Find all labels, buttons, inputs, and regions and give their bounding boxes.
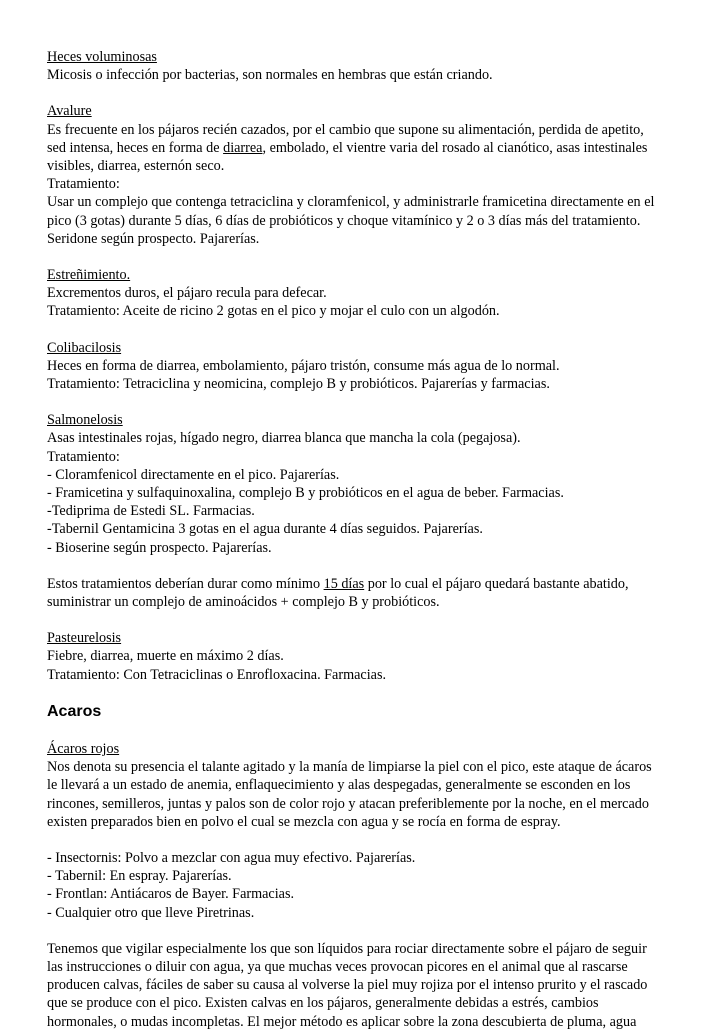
text-line: que se produce con el pico. Existen calvas en los pájaros, generalmente debidas a estrés, cambios xyxy=(47,995,599,1012)
text-line: Seridone según prospecto. Pajarerías. xyxy=(47,230,260,247)
text-line: Tratamiento: xyxy=(47,448,120,465)
document-body-acaros xyxy=(47,740,688,1031)
paragraph-2 xyxy=(47,849,688,922)
text-line: pico (3 gotas) durante 5 días, 6 días de probióticos y choque vitamínico y 2 o 3 días más del tratamiento. xyxy=(47,212,641,229)
section-title: Ácaros rojos xyxy=(47,740,120,757)
text-line: Micosis o infección por bacterias, son normales en hembras que están criando. xyxy=(47,67,493,84)
section-title: Colibacilosis xyxy=(47,339,122,356)
text-line: sed intensa, heces en forma de diarrea, embolado, el vientre varia del rosado al cianótico, asas intestinales xyxy=(47,139,648,156)
text-line: las instrucciones o diluir con agua, ya que muchas veces provocan picores en el animal que al rascarse xyxy=(47,958,628,975)
text-line: Heces en forma de diarrea, embolamiento, pájaro tristón, consume más agua de lo normal. xyxy=(47,357,560,374)
text-line: Tratamiento: Tetraciclina y neomicina, complejo B y probióticos. Pajarerías y farmacias. xyxy=(47,376,550,393)
section-estrenimiento xyxy=(47,266,688,321)
section-title: Estreñimiento. xyxy=(47,267,131,284)
section-pasteurelosis xyxy=(47,629,688,684)
section-heces-voluminosas xyxy=(47,48,688,84)
document-body xyxy=(47,48,688,684)
text-line: Tratamiento: xyxy=(47,176,120,193)
section-acaros-rojos xyxy=(47,740,688,831)
text-line: - Tabernil: En espray. Pajarerías. xyxy=(47,868,232,885)
text-line: Usar un complejo que contenga tetraciclina y cloramfenicol, y administrarle framicetina directamente en el xyxy=(47,194,655,211)
text-line: visibles, diarrea, esternón seco. xyxy=(47,158,225,175)
text-line: Tenemos que vigilar especialmente los que son líquidos para rociar directamente sobre el pájaro de seguir xyxy=(47,940,647,957)
section-colibacilosis xyxy=(47,339,688,394)
text-line: suministrar un complejo de aminoácidos + complejo B y probióticos. xyxy=(47,594,440,611)
section-title: Avalure xyxy=(47,103,92,120)
text-line: le llevará a un estado de anemia, enflaquecimiento y alas despegadas, generalmente se esconden en los xyxy=(47,777,631,794)
text-line: Tratamiento: Con Tetraciclinas o Enrofloxacina. Farmacias. xyxy=(47,666,387,683)
text-line: hormonales, o mudas incompletas. El mejor método es aplicar sobre la zona descubierta de pluma, agua xyxy=(47,1013,637,1030)
text-line: existen preparados bien en polvo el cual se mezcla con agua y se rocía en forma de espray. xyxy=(47,813,561,830)
text-line: - Framicetina y sulfaquinoxalina, complejo B y probióticos en el agua de beber. Farmacias. xyxy=(47,485,564,502)
text-line: - Frontlan: Antiácaros de Bayer. Farmacias. xyxy=(47,886,295,903)
text-line: producen calvas, fáciles de saber su causa al volverse la piel muy rojiza por el intenso prurito y el rascado xyxy=(47,977,648,994)
underlined-link[interactable]: 15 días xyxy=(323,575,365,592)
text-line: Estos tratamientos deberían durar como mínimo 15 días por lo cual el pájaro quedará bastante abatido, xyxy=(47,575,629,592)
paragraph-6 xyxy=(47,575,688,611)
text-line: Excrementos duros, el pájaro recula para defecar. xyxy=(47,285,327,302)
text-line: Tratamiento: Aceite de ricino 2 gotas en el pico y mojar el culo con un algodón. xyxy=(47,303,500,320)
paragraph-3 xyxy=(47,940,688,1031)
section-title: Pasteurelosis xyxy=(47,630,122,647)
text-line: Asas intestinales rojas, hígado negro, diarrea blanca que mancha la cola (pegajosa). xyxy=(47,430,521,447)
text-line: Es frecuente en los pájaros recién cazados, por el cambio que supone su alimentación, perdida de apetito, xyxy=(47,121,644,138)
text-line: Nos denota su presencia el talante agitado y la manía de limpiarse la piel con el pico, este ataque de ácaros xyxy=(47,759,652,776)
text-line: - Cualquier otro que lleve Piretrinas. xyxy=(47,904,255,921)
text-line: rincones, semilleros, juntas y palos son de color rojo y atacan preferiblemente por la noche, en el mercado xyxy=(47,795,649,812)
text-line: Fiebre, diarrea, muerte en máximo 2 días. xyxy=(47,648,284,665)
text-line: -Tabernil Gentamicina 3 gotas en el agua durante 4 días seguidos. Pajarerías. xyxy=(47,521,483,538)
underlined-link[interactable]: diarrea xyxy=(223,139,263,156)
section-salmonelosis xyxy=(47,411,688,557)
section-title: Heces voluminosas xyxy=(47,49,157,65)
section-title: Salmonelosis xyxy=(47,412,123,429)
section-avalure xyxy=(47,102,688,248)
text-line: - Cloramfenicol directamente en el pico. Pajarerías. xyxy=(47,466,340,483)
section-heading-acaros: Acaros xyxy=(47,702,102,720)
text-line: - Bioserine según prospecto. Pajarerías. xyxy=(47,539,272,556)
text-line: - Insectornis: Polvo a mezclar con agua muy efectivo. Pajarerías. xyxy=(47,849,416,866)
text-line: -Tediprima de Estedi SL. Farmacias. xyxy=(47,503,255,520)
